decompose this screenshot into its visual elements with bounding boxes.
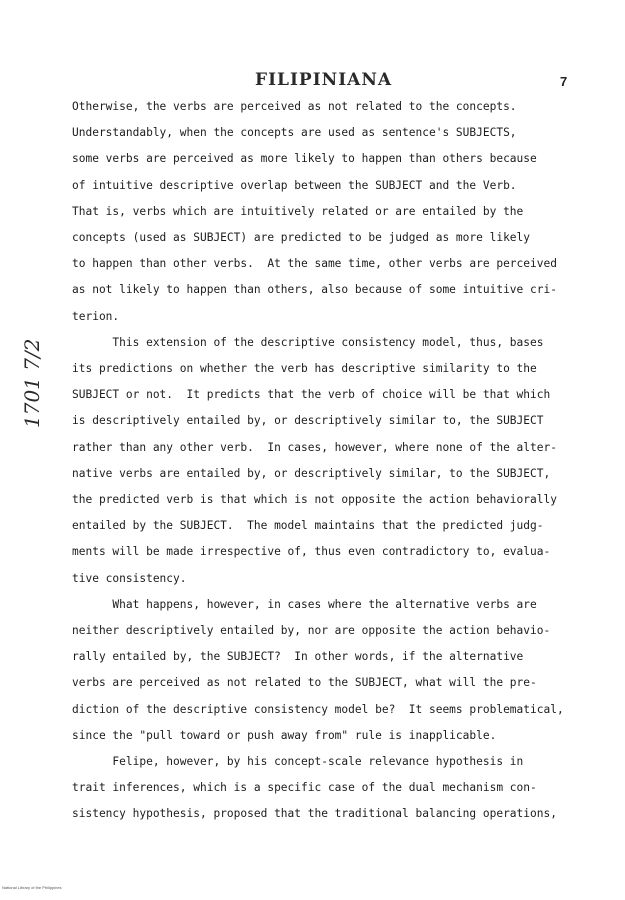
text-line: some verbs are perceived as more likely to happen than others because [72,152,537,166]
text-line: terion. [72,309,120,323]
text-line: rather than any other verb. In cases, however, where none of the alter- [72,440,557,454]
text-line: This extension of the descriptive consistency model, thus, bases [72,335,544,349]
text-line: trait inferences, which is a specific case of the dual mechanism con- [72,781,537,795]
text-line: is descriptively entailed by, or descriptively similar to, the SUBJECT [72,414,544,428]
text-line: of intuitive descriptive overlap between the SUBJECT and the Verb. [72,178,517,192]
text-line: Understandably, when the concepts are used as sentence's SUBJECTS, [72,126,517,140]
body-text [72,94,572,828]
text-line: sistency hypothesis, proposed that the traditional balancing operations, [72,807,557,821]
text-line: native verbs are entailed by, or descriptively similar, to the SUBJECT, [72,466,551,480]
text-line: neither descriptively entailed by, nor are opposite the action behavio- [72,624,551,638]
text-line: verbs are perceived as not related to the SUBJECT, what will the pre- [72,676,537,690]
text-line: Felipe, however, by his concept-scale relevance hypothesis in [72,755,524,769]
text-line: tive consistency. [72,571,187,585]
text-line: the predicted verb is that which is not opposite the action behaviorally [72,493,557,507]
text-line: Otherwise, the verbs are perceived as not related to the concepts. [72,100,517,113]
handwritten-margin-note: 1701 7/2 [20,338,44,428]
page-number: 7 [560,74,568,89]
text-line: diction of the descriptive consistency model be? It seems problematical, [72,702,564,716]
text-line: What happens, however, in cases where the alternative verbs are [72,597,537,611]
text-line: its predictions on whether the verb has descriptive similarity to the [72,362,537,376]
text-line: to happen than other verbs. At the same time, other verbs are perceived [72,257,557,271]
text-line: entailed by the SUBJECT. The model maintains that the predicted judg- [72,519,544,533]
text-line: rally entailed by, the SUBJECT? In other words, if the alternative [72,650,524,664]
text-line: SUBJECT or not. It predicts that the verb of choice will be that which [72,388,551,402]
filipiniana-stamp: FILIPINIANA [255,70,393,90]
text-line: concepts (used as SUBJECT) are predicted to be judged as more likely [72,231,531,245]
library-footer: National Library of the Philippines [2,885,62,890]
text-line: as not likely to happen than others, also because of some intuitive cri- [72,283,557,297]
text-line: That is, verbs which are intuitively related or are entailed by the [72,204,524,218]
text-line: ments will be made irrespective of, thus even contradictory to, evalua- [72,545,551,559]
text-line: since the "pull toward or push away from" rule is inapplicable. [72,728,497,742]
